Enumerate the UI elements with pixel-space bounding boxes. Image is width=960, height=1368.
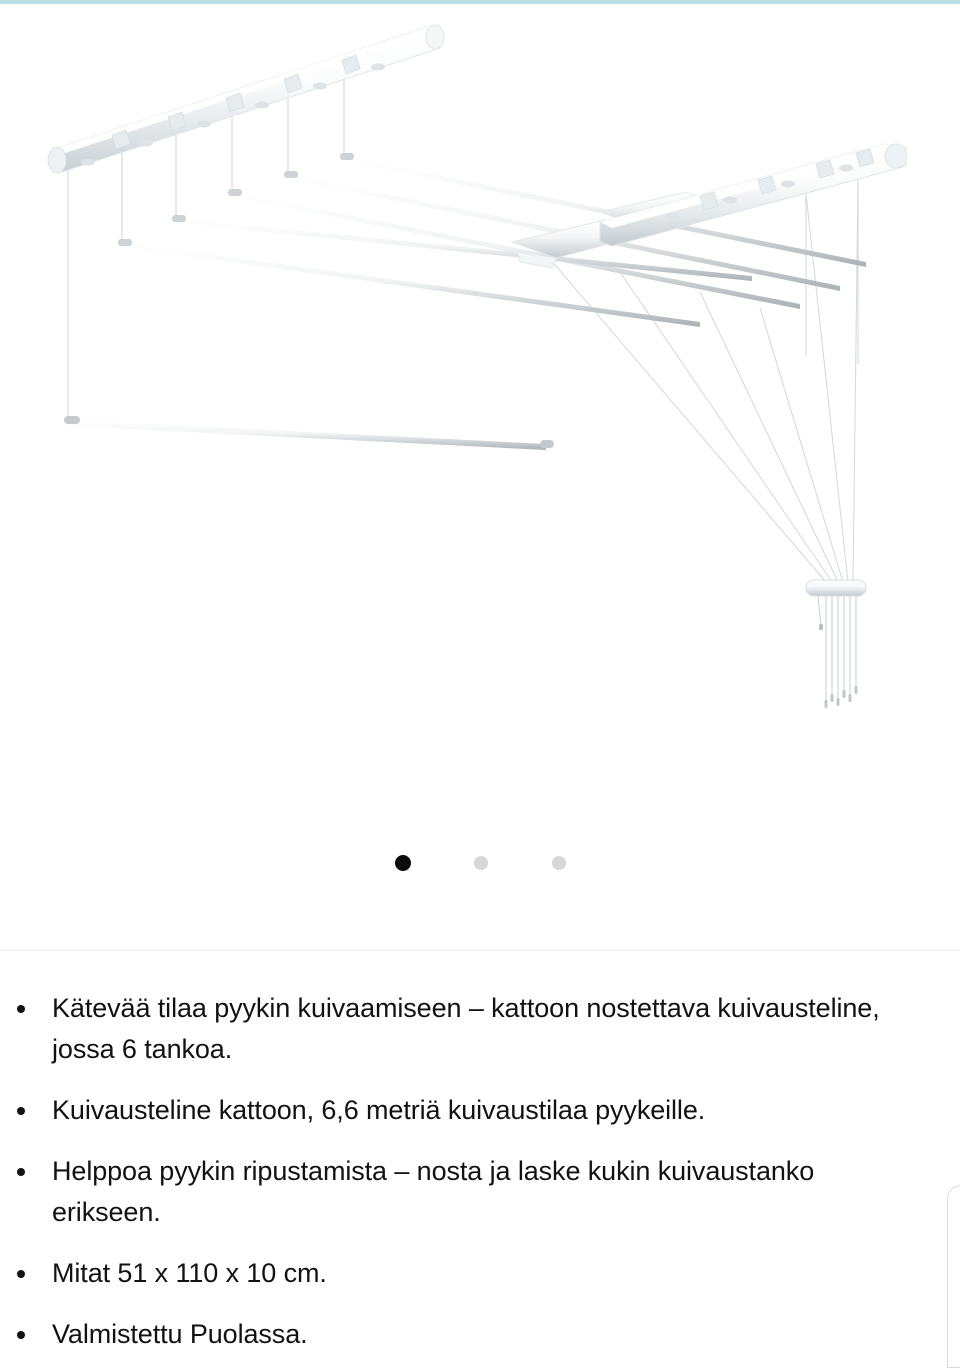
product-feature-list [0, 988, 906, 1355]
list-item-text: Mitat 51 x 110 x 10 cm. [52, 1258, 327, 1288]
gallery-dot-2[interactable] [474, 856, 488, 870]
product-description [0, 988, 906, 1355]
gallery-pagination-dots[interactable] [0, 848, 960, 878]
gallery-dot-1[interactable] [395, 855, 411, 871]
bullet-dot-icon [17, 1270, 25, 1278]
bullet-dot-icon [17, 1168, 25, 1176]
list-item [0, 1314, 882, 1355]
offscreen-card-edge[interactable] [947, 1185, 960, 1368]
list-item-text: Kuivausteline kattoon, 6,6 metriä kuivaustilaa pyykeille. [52, 1095, 706, 1125]
list-item [0, 1090, 882, 1131]
product-image-gallery[interactable] [0, 4, 960, 820]
bullet-dot-icon [17, 1331, 25, 1339]
list-item [0, 1151, 882, 1233]
list-item [0, 988, 882, 1070]
bullet-dot-icon [17, 1005, 25, 1013]
ceiling-drying-rack-illustration [0, 4, 960, 820]
list-item-text: Kätevää tilaa pyykin kuivaamiseen – kattoon nostettava kuivausteline, jossa 6 tankoa. [52, 993, 880, 1064]
list-item [0, 1253, 882, 1294]
list-item-text: Helppoa pyykin ripustamista – nosta ja laske kukin kuivaustanko erikseen. [52, 1156, 815, 1227]
section-divider [0, 950, 960, 951]
gallery-dot-3[interactable] [552, 856, 566, 870]
list-item-text: Valmistettu Puolassa. [52, 1319, 308, 1349]
bullet-dot-icon [17, 1107, 25, 1115]
